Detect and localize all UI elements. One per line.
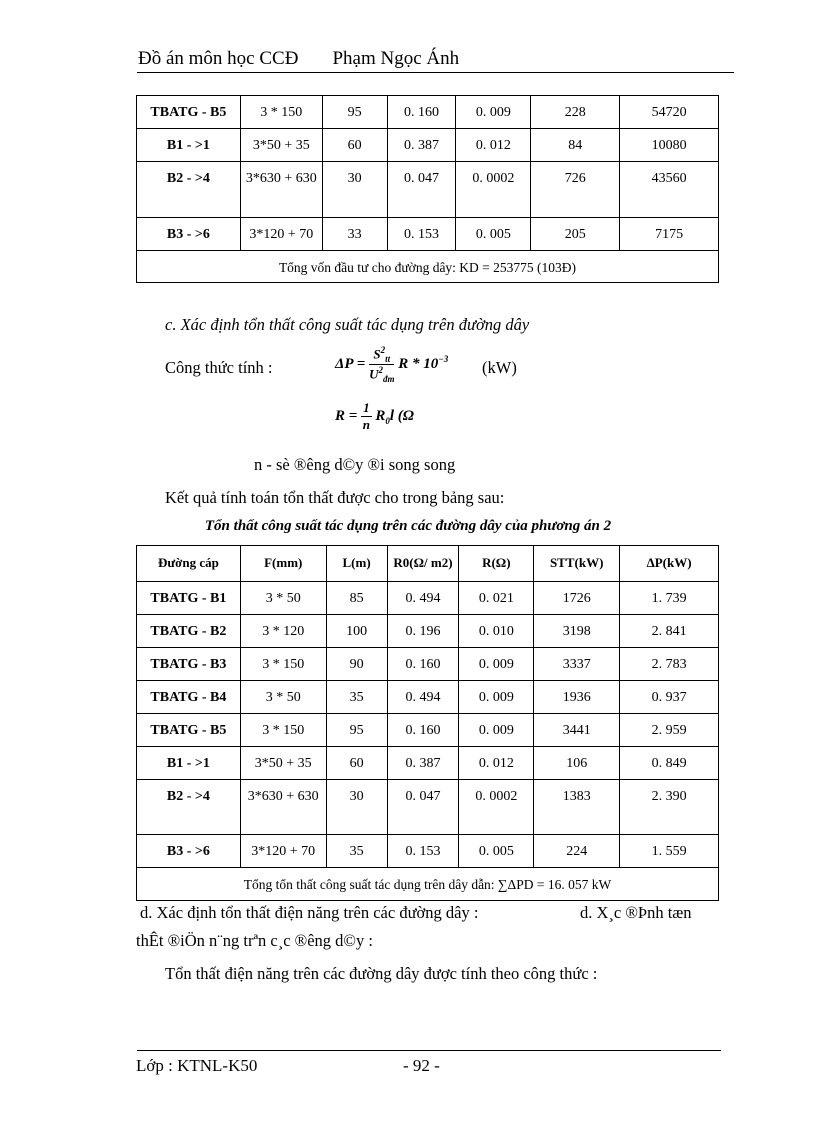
table-cell: 0. 009 — [456, 96, 531, 129]
table-cell: 0. 937 — [620, 681, 719, 714]
column-header: R0(Ω/ m2) — [387, 546, 459, 582]
table-cell: B1 - >1 — [137, 747, 241, 780]
table-cell: 3*50 + 35 — [240, 747, 326, 780]
section-d-garbled-2: thÊt ®iÖn n¨ng trªn c¸c ®êng d©y : — [136, 931, 373, 950]
table-cell: 3 * 150 — [240, 714, 326, 747]
page-header — [138, 48, 459, 70]
table-cell: 3*120 + 70 — [240, 218, 322, 251]
power-loss-total: Tổng tổn thất công suất tác dụng trên dây dẫn: ∑ΔPD = 16. 057 kW — [137, 868, 719, 901]
table-cell: 85 — [326, 582, 387, 615]
formula-label: Công thức tính : — [165, 358, 273, 377]
table-row — [137, 747, 719, 780]
investment-total: Tổng vốn đầu tư cho đường dây: KD = 253775 (103Đ) — [137, 251, 719, 283]
table-cell: B2 - >4 — [137, 780, 241, 835]
table-row — [137, 615, 719, 648]
table-cell: 10080 — [620, 129, 719, 162]
table-cell: 35 — [326, 835, 387, 868]
column-header: L(m) — [326, 546, 387, 582]
table-cell: 228 — [531, 96, 620, 129]
table-cell: 0. 160 — [387, 714, 459, 747]
table-cell: 60 — [322, 129, 387, 162]
column-header: ΔP(kW) — [620, 546, 719, 582]
table-cell: 0. 005 — [456, 218, 531, 251]
table-cell: 0. 160 — [387, 648, 459, 681]
table-row — [137, 681, 719, 714]
table-cell: 3*120 + 70 — [240, 835, 326, 868]
table-cell: 0. 0002 — [459, 780, 534, 835]
table-cell: 0. 0002 — [456, 162, 531, 218]
section-d-garbled-1: d. X¸c ®Þnh tæn — [580, 903, 692, 922]
table-cell: 0. 849 — [620, 747, 719, 780]
formula-unit: (kW) — [482, 358, 517, 377]
table-cell: 3 * 150 — [240, 648, 326, 681]
table-cell: 0. 009 — [459, 648, 534, 681]
document-title: Đồ án môn học CCĐ — [138, 48, 299, 69]
table-cell: 1726 — [534, 582, 620, 615]
table-row — [137, 648, 719, 681]
table-cell: B3 - >6 — [137, 835, 241, 868]
column-header: F(mm) — [240, 546, 326, 582]
section-d-body: Tổn thất điện năng trên các đường dây được tính theo công thức : — [165, 964, 598, 983]
table-cell: 3 * 120 — [240, 615, 326, 648]
table-cell: B1 - >1 — [137, 129, 241, 162]
table-cell: 3*50 + 35 — [240, 129, 322, 162]
table-cell: TBATG - B3 — [137, 648, 241, 681]
footer-class: Lớp : KTNL-K50 — [136, 1056, 258, 1075]
table-cell: 0. 010 — [459, 615, 534, 648]
table-cell: 0. 153 — [387, 218, 456, 251]
table-cell: 0. 494 — [387, 582, 459, 615]
table-cell: TBATG - B4 — [137, 681, 241, 714]
table-cell: TBATG - B5 — [137, 96, 241, 129]
table-cell: 0. 196 — [387, 615, 459, 648]
table-cell: 0. 387 — [387, 747, 459, 780]
table-cell: 0. 047 — [387, 162, 456, 218]
table-cell: 0. 387 — [387, 129, 456, 162]
table-cell: 0. 012 — [459, 747, 534, 780]
resistance-formula: R = $\frac{1}{n}$ $R_0l$ (Ω — [335, 400, 414, 432]
power-loss-formula: ΔP = $\frac{S^2_{tt}}{U^2_{đm}}$ R * $10^{-3}$ — [335, 345, 449, 384]
power-loss-table — [136, 545, 719, 901]
column-header: Đường cáp — [137, 546, 241, 582]
table-row — [137, 780, 719, 835]
header-rule — [137, 72, 734, 73]
table-cell: B3 - >6 — [137, 218, 241, 251]
table-cell: 3*630 + 630 — [240, 780, 326, 835]
table-cell: 0. 005 — [459, 835, 534, 868]
table-cell: 54720 — [620, 96, 719, 129]
table-cell: 3 * 50 — [240, 681, 326, 714]
table-cell: 224 — [534, 835, 620, 868]
table-cell: 95 — [322, 96, 387, 129]
table-cell: 1. 559 — [620, 835, 719, 868]
table-cell: 3 * 150 — [240, 96, 322, 129]
table-row — [137, 714, 719, 747]
table-cell: 35 — [326, 681, 387, 714]
table-row — [137, 582, 719, 615]
table-total-row — [137, 251, 719, 283]
table-title: Tổn thất công suất tác dụng trên các đường dây của phương án 2 — [204, 518, 612, 534]
table-cell: 7175 — [620, 218, 719, 251]
table-cell: TBATG - B2 — [137, 615, 241, 648]
table-cell: 106 — [534, 747, 620, 780]
table-cell: 0. 012 — [456, 129, 531, 162]
table-cell: 2. 390 — [620, 780, 719, 835]
table-cell: 726 — [531, 162, 620, 218]
table-cell: 30 — [326, 780, 387, 835]
parallel-lines-note: n - sè ®êng d©y ®i song song — [254, 455, 456, 474]
table-cell: 0. 494 — [387, 681, 459, 714]
table-cell: 0. 153 — [387, 835, 459, 868]
table-cell: 100 — [326, 615, 387, 648]
table-cell: 205 — [531, 218, 620, 251]
table-header-row — [137, 546, 719, 582]
table-row — [137, 835, 719, 868]
table-cell: 43560 — [620, 162, 719, 218]
table-cell: 90 — [326, 648, 387, 681]
table-cell: 3*630 + 630 — [240, 162, 322, 218]
table-cell: TBATG - B5 — [137, 714, 241, 747]
table-total-row — [137, 868, 719, 901]
table-cell: B2 - >4 — [137, 162, 241, 218]
table-cell: 2. 783 — [620, 648, 719, 681]
table-cell: 33 — [322, 218, 387, 251]
table-cell: 0. 009 — [459, 714, 534, 747]
investment-table — [136, 95, 719, 283]
result-intro: Kết quả tính toán tổn thất được cho trong bảng sau: — [165, 488, 505, 507]
column-header: STT(kW) — [534, 546, 620, 582]
table-cell: 0. 047 — [387, 780, 459, 835]
table-cell: 30 — [322, 162, 387, 218]
table-cell: 84 — [531, 129, 620, 162]
section-c-heading: c. Xác định tổn thất công suất tác dụng trên đường dây — [165, 315, 530, 334]
table-cell: 3337 — [534, 648, 620, 681]
table-row — [137, 129, 719, 162]
section-d-heading: d. Xác định tổn thất điện năng trên các đường dây : — [140, 903, 479, 922]
table-cell: 0. 021 — [459, 582, 534, 615]
author-name: Phạm Ngọc Ánh — [332, 48, 460, 69]
table-cell: 2. 959 — [620, 714, 719, 747]
table-cell: 60 — [326, 747, 387, 780]
footer-rule — [137, 1050, 721, 1051]
table-cell: 1936 — [534, 681, 620, 714]
table-cell: 2. 841 — [620, 615, 719, 648]
table-row — [137, 96, 719, 129]
table-cell: TBATG - B1 — [137, 582, 241, 615]
table-row — [137, 162, 719, 218]
column-header: R(Ω) — [459, 546, 534, 582]
table-cell: 3441 — [534, 714, 620, 747]
table-cell: 1383 — [534, 780, 620, 835]
table-cell: 0. 160 — [387, 96, 456, 129]
table-row — [137, 218, 719, 251]
table-cell: 0. 009 — [459, 681, 534, 714]
page-number: - 92 - — [403, 1056, 440, 1075]
table-cell: 3198 — [534, 615, 620, 648]
table-cell: 95 — [326, 714, 387, 747]
table-cell: 3 * 50 — [240, 582, 326, 615]
table-cell: 1. 739 — [620, 582, 719, 615]
